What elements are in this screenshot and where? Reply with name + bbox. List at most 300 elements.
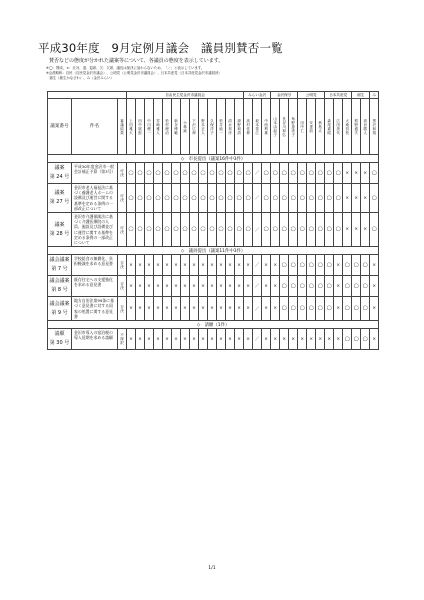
vote-cell: ◯ — [190, 184, 199, 213]
item-header: 件名 — [72, 99, 118, 155]
vote-cell: × — [235, 255, 244, 276]
vote-cell: ◯ — [289, 213, 298, 247]
vote-cell: × — [163, 255, 172, 276]
vote-cell: ◯ — [145, 213, 154, 247]
vote-cell: ◯ — [298, 276, 307, 297]
member-header-cell — [271, 99, 280, 155]
vote-cell: ◯ — [199, 184, 208, 213]
vote-cell: × — [172, 255, 181, 276]
member-name: 黒沢和規 — [372, 118, 376, 135]
bill-number: 第 7 号 — [51, 266, 68, 273]
bill-result: 否決 — [120, 282, 124, 291]
vote-cell: ◯ — [352, 255, 361, 276]
vote-cell: × — [307, 329, 316, 350]
member-name: 野本正人 — [201, 118, 205, 135]
bill-row — [48, 276, 379, 297]
member-header-cell — [316, 99, 325, 155]
vote-cell: × — [190, 276, 199, 297]
vote-cell: × — [136, 276, 145, 297]
vote-cell: ／ — [253, 255, 262, 276]
vote-cell: × — [199, 297, 208, 321]
vote-cell: ◯ — [307, 276, 316, 297]
vote-cell: ◯ — [190, 213, 199, 247]
member-header-cell — [127, 99, 136, 155]
vote-cell: ◯ — [199, 213, 208, 247]
faction-header: 金沢保守 — [271, 92, 298, 99]
section-row — [48, 321, 379, 329]
member-header-cell — [253, 99, 262, 155]
member-header-cell — [136, 99, 145, 155]
member-name: 田中展郎 — [138, 118, 142, 135]
vote-cell: ◯ — [361, 255, 370, 276]
bill-number: 第 8 号 — [51, 287, 68, 294]
member-header-cell — [370, 99, 379, 155]
vote-cell: × — [325, 329, 334, 350]
faction-header: 日本共産党 — [325, 92, 352, 99]
vote-cell: × — [316, 329, 325, 350]
note-line: ※会派略称：自民（自民党金沢市議会）、公明党（公明党金沢市議員会）、日本共産党（日本共産党金沢市議員団） — [46, 71, 222, 75]
vote-cell: ◯ — [145, 184, 154, 213]
group-header-row — [48, 92, 379, 99]
result-cell — [118, 276, 127, 297]
member-name: 新谷博範 — [174, 118, 178, 135]
vote-cell: ◯ — [289, 297, 298, 321]
bill-row — [48, 329, 379, 350]
result-cell — [118, 213, 127, 247]
vote-cell: × — [154, 329, 163, 350]
vote-cell: ／ — [253, 276, 262, 297]
vote-cell: ◯ — [280, 213, 289, 247]
vote-cell: × — [199, 276, 208, 297]
vote-cell: × — [208, 297, 217, 321]
vote-cell: ◯ — [352, 329, 361, 350]
vote-cell: × — [334, 297, 343, 321]
member-name: 坂本泰広 — [255, 118, 259, 135]
vote-cell: × — [343, 184, 352, 213]
vote-cell: ◯ — [244, 184, 253, 213]
vote-cell: × — [280, 329, 289, 350]
bill-number-cell — [48, 329, 72, 350]
bill-title: 金沢市老人福祉法に基づく養護老人ホームの設備及び運営に関する基準を定める条例の一部改正について — [72, 184, 118, 213]
member-name: 下沢広伸 — [192, 118, 196, 135]
vote-cell: × — [226, 297, 235, 321]
vote-cell: ◯ — [370, 213, 379, 247]
vote-cell: ◯ — [226, 213, 235, 247]
vote-cell: × — [172, 276, 181, 297]
vote-cell: ◯ — [280, 184, 289, 213]
vote-cell: × — [334, 255, 343, 276]
vote-cell: ◯ — [181, 213, 190, 247]
vote-cell: ◯ — [172, 184, 181, 213]
vote-cell: ◯ — [217, 213, 226, 247]
vote-cell: × — [154, 297, 163, 321]
vote-cell: ◯ — [334, 163, 343, 184]
vote-cell: ◯ — [271, 213, 280, 247]
vote-cell: ◯ — [316, 255, 325, 276]
vote-cell: ◯ — [199, 163, 208, 184]
vote-cell: × — [208, 329, 217, 350]
vote-cell: ◯ — [136, 213, 145, 247]
member-name: 高村佳伸 — [246, 118, 250, 135]
vote-cell: ◯ — [280, 163, 289, 184]
vote-cell: ◯ — [280, 255, 289, 276]
vote-cell: × — [217, 297, 226, 321]
member-name: 清水邦彦 — [228, 118, 232, 135]
member-header-cell — [181, 99, 190, 155]
vote-cell: × — [181, 329, 190, 350]
result-cell — [118, 329, 127, 350]
bill-title: 金沢市介護保険法に基づく介護医療院の人員、施設及び設備並びに運営に関する基準を定める条例の一部改正について — [72, 213, 118, 247]
vote-cell: ／ — [253, 297, 262, 321]
member-name: 森尾嘉昭 — [327, 118, 331, 135]
bill-number-header: 議案番号 — [48, 99, 72, 155]
bill-number: 第 27 号 — [49, 199, 70, 205]
vote-cell: × — [172, 329, 181, 350]
vote-cell: ◯ — [307, 297, 316, 321]
member-header-cell — [217, 99, 226, 155]
faction-header: 創生 — [352, 92, 370, 99]
vote-cell: ◯ — [226, 184, 235, 213]
vote-cell: × — [181, 276, 190, 297]
member-name: 小林誠 — [183, 120, 187, 133]
vote-cell: × — [235, 276, 244, 297]
note-line: ※◯：賛成、×：反対、退：退席、欠：欠席、議長は採決に加わらないため、「／」と表示しています。 — [46, 66, 205, 70]
member-header-cell — [190, 99, 199, 155]
vote-cell: × — [163, 297, 172, 321]
vote-cell: × — [190, 297, 199, 321]
faction-header: 公明党 — [298, 92, 325, 99]
vote-cell: × — [244, 329, 253, 350]
member-name: 田中仁 — [300, 120, 304, 133]
vote-cell: ／ — [253, 213, 262, 247]
vote-cell: × — [154, 255, 163, 276]
vote-cell: ◯ — [361, 297, 370, 321]
section-label: ◇ 議員提出（議案11件中3件） — [48, 247, 379, 255]
vote-cell: × — [361, 184, 370, 213]
vote-cell: × — [145, 255, 154, 276]
member-header-cell — [172, 99, 181, 155]
vote-cell: ◯ — [325, 213, 334, 247]
vote-cell: ◯ — [208, 213, 217, 247]
vote-cell: × — [298, 329, 307, 350]
bill-prefix: 議案 — [54, 165, 65, 171]
bill-prefix: 議案 — [54, 221, 65, 228]
vote-cell: ◯ — [262, 163, 271, 184]
member-name: 源野和清 — [237, 118, 241, 135]
vote-cell: ◯ — [163, 184, 172, 213]
vote-cell: ◯ — [154, 184, 163, 213]
vote-cell: × — [127, 255, 136, 276]
member-header-cell — [235, 99, 244, 155]
bill-number-cell — [48, 163, 72, 184]
bill-prefix: 請願 — [54, 331, 65, 338]
vote-cell: × — [262, 276, 271, 297]
vote-cell: × — [352, 184, 361, 213]
vote-cell: ◯ — [343, 255, 352, 276]
vote-cell: ◯ — [172, 163, 181, 184]
vote-cell: ◯ — [235, 163, 244, 184]
vote-cell: ◯ — [262, 213, 271, 247]
vote-cell: × — [190, 329, 199, 350]
bill-prefix: 議案 — [54, 190, 65, 196]
vote-cell: ◯ — [316, 163, 325, 184]
bill-number-cell — [48, 276, 72, 297]
vote-cell: × — [145, 297, 154, 321]
vote-cell: × — [136, 255, 145, 276]
vote-cell: ◯ — [172, 213, 181, 247]
bill-result: 否決 — [120, 304, 124, 313]
vote-cell: ◯ — [244, 163, 253, 184]
vote-cell: × — [181, 297, 190, 321]
vote-cell: ◯ — [307, 184, 316, 213]
vote-cell: ◯ — [316, 213, 325, 247]
vote-cell: × — [244, 255, 253, 276]
vote-cell: ◯ — [163, 213, 172, 247]
vote-cell: × — [235, 297, 244, 321]
member-header-cell — [262, 99, 271, 155]
bill-number: 第 9 号 — [51, 309, 68, 316]
vote-cell: × — [271, 276, 280, 297]
vote-cell: ◯ — [370, 163, 379, 184]
vote-cell: × — [208, 255, 217, 276]
vote-cell: × — [145, 276, 154, 297]
vote-cell: × — [361, 163, 370, 184]
member-header-cell — [244, 99, 253, 155]
member-name: 上田雅大 — [129, 118, 133, 135]
member-name: 広田美代 — [336, 118, 340, 135]
vote-cell: ◯ — [127, 163, 136, 184]
vote-cell: × — [217, 255, 226, 276]
vote-cell: × — [127, 329, 136, 350]
vote-cell: ◯ — [316, 276, 325, 297]
result-cell — [118, 297, 127, 321]
vote-cell: × — [370, 297, 379, 321]
vote-cell: × — [199, 255, 208, 276]
vote-cell: ◯ — [325, 276, 334, 297]
vote-cell: × — [235, 329, 244, 350]
result-header-cell — [118, 99, 127, 155]
bill-title: 学校給食の無償化、負担軽減を求める意見書 — [72, 255, 118, 276]
vote-cell: × — [244, 297, 253, 321]
vote-cell: × — [361, 213, 370, 247]
vote-cell: × — [271, 329, 280, 350]
vote-cell: ◯ — [289, 163, 298, 184]
vote-cell: × — [343, 213, 352, 247]
member-header-cell — [280, 99, 289, 155]
bill-result: 可決 — [120, 194, 124, 202]
member-name: 松井純一 — [219, 118, 223, 135]
member-name: 安達前 — [309, 120, 313, 133]
vote-cell: × — [181, 255, 190, 276]
member-header-cell — [208, 99, 217, 155]
page-number: 1/1 — [208, 566, 216, 571]
bill-title: 平成30年度金沢市一般会計補正予算（第3号） — [72, 163, 118, 184]
vote-cell: ◯ — [289, 255, 298, 276]
bill-row — [48, 213, 379, 247]
vote-cell: ／ — [253, 329, 262, 350]
vote-cell: × — [334, 329, 343, 350]
vote-cell: ◯ — [307, 255, 316, 276]
vote-cell: ◯ — [235, 184, 244, 213]
member-header-cell — [325, 99, 334, 155]
bill-result: 否決 — [120, 261, 124, 270]
member-name: 松村理治 — [165, 118, 169, 135]
vote-cell: × — [244, 276, 253, 297]
note-line: 創生（創生かなざわ）、み（金沢みらい） — [46, 76, 114, 80]
vote-cell: ◯ — [244, 213, 253, 247]
vote-cell: ◯ — [298, 184, 307, 213]
member-header-cell — [289, 99, 298, 155]
vote-cell: × — [262, 297, 271, 321]
bill-prefix: 議会議案 — [49, 300, 70, 307]
vote-cell: ◯ — [154, 213, 163, 247]
member-name: 秋島太 — [318, 120, 322, 133]
bill-number-cell — [48, 297, 72, 321]
bill-title: 既存住宅への支援強化を求める意見書 — [72, 276, 118, 297]
faction-header: みらい金沢 — [244, 92, 271, 99]
member-name: 久保洋子 — [210, 118, 214, 135]
vote-cell: ◯ — [271, 163, 280, 184]
vote-cell: × — [136, 297, 145, 321]
vote-cell: ◯ — [163, 163, 172, 184]
member-name: 角野恵美子 — [291, 116, 295, 137]
member-name: 宮崎雅人 — [156, 118, 160, 135]
bill-row — [48, 297, 379, 321]
vote-cell: ◯ — [145, 163, 154, 184]
vote-cell: × — [217, 276, 226, 297]
result-cell — [118, 184, 127, 213]
vote-cell: ◯ — [217, 163, 226, 184]
bill-result: 不採択 — [120, 333, 124, 346]
member-name: 大桑初枝 — [345, 118, 349, 135]
vote-cell: ◯ — [127, 213, 136, 247]
bill-result: 可決 — [120, 169, 124, 177]
vote-cell: ◯ — [316, 297, 325, 321]
vote-cell: × — [154, 276, 163, 297]
member-name: 熊野盛夫 — [354, 118, 358, 135]
vote-cell: ◯ — [136, 163, 145, 184]
vote-cell: × — [145, 329, 154, 350]
member-header-cell — [352, 99, 361, 155]
vote-cell: ◯ — [343, 297, 352, 321]
result-header: 審議結果 — [120, 118, 124, 135]
faction-header: み — [370, 92, 379, 99]
member-header-cell — [154, 99, 163, 155]
member-header-cell — [199, 99, 208, 155]
vote-cell: ◯ — [298, 163, 307, 184]
vote-cell: ◯ — [334, 213, 343, 247]
bill-number-cell — [48, 255, 72, 276]
bill-prefix: 議会議案 — [49, 257, 70, 264]
result-cell — [118, 255, 127, 276]
vote-cell: × — [343, 163, 352, 184]
vote-cell: ◯ — [226, 163, 235, 184]
vote-cell: ◯ — [316, 184, 325, 213]
vote-cell: ◯ — [361, 276, 370, 297]
faction-header: 自由民主党金沢市議員会 — [127, 92, 244, 99]
vote-cell: × — [370, 276, 379, 297]
bill-number: 第 24 号 — [49, 174, 70, 180]
vote-cell: ／ — [253, 163, 262, 184]
bill-number-cell — [48, 213, 72, 247]
bill-row — [48, 163, 379, 184]
vote-cell: × — [226, 329, 235, 350]
vote-cell: ◯ — [154, 163, 163, 184]
legend-notes — [46, 66, 222, 81]
vote-cell: ◯ — [298, 255, 307, 276]
vote-cell: × — [262, 329, 271, 350]
vote-cell: ◯ — [352, 297, 361, 321]
vote-cell: ◯ — [325, 297, 334, 321]
vote-cell: ◯ — [361, 329, 370, 350]
vote-cell: ◯ — [280, 297, 289, 321]
vote-cell: ◯ — [136, 184, 145, 213]
vote-cell: × — [262, 255, 271, 276]
vote-cell: ◯ — [307, 163, 316, 184]
member-name: 中西利雄 — [264, 118, 268, 135]
vote-cell: ◯ — [235, 213, 244, 247]
section-row — [48, 247, 379, 255]
vote-cell: × — [226, 276, 235, 297]
member-name: 長谷川和弘 — [282, 116, 286, 137]
page-title: 平成30年度 9月定例月議会 議員別賛否一覧 — [38, 41, 283, 55]
vote-cell: × — [271, 297, 280, 321]
member-name: 中川俊一 — [147, 118, 151, 135]
vote-cell: × — [199, 329, 208, 350]
member-header-row — [48, 99, 379, 155]
vote-cell: × — [136, 329, 145, 350]
vote-cell: ◯ — [325, 184, 334, 213]
member-header-cell — [343, 99, 352, 155]
bill-title: 地方自治法第99条に基づく意見書に対する国家の処置に関する意見書 — [72, 297, 118, 321]
vote-cell: ◯ — [217, 184, 226, 213]
bill-prefix: 議会議案 — [49, 278, 70, 285]
vote-cell: × — [190, 255, 199, 276]
member-header-cell — [361, 99, 370, 155]
result-cell — [118, 163, 127, 184]
vote-cell: × — [127, 276, 136, 297]
vote-cell: × — [127, 297, 136, 321]
vote-cell: ◯ — [289, 276, 298, 297]
vote-cell: ◯ — [334, 184, 343, 213]
vote-cell: × — [352, 163, 361, 184]
vote-cell: ◯ — [262, 184, 271, 213]
member-name: 高岩勝人 — [363, 118, 367, 135]
member-name: 山本由起子 — [273, 116, 277, 137]
section-label: ◇ 市長提出（議案16件中3件） — [48, 155, 379, 163]
group-header-spacer — [48, 92, 127, 99]
vote-cell: ◯ — [280, 276, 289, 297]
vote-cell: × — [172, 297, 181, 321]
member-header-cell — [298, 99, 307, 155]
vote-cell: × — [226, 255, 235, 276]
vote-cell: × — [208, 276, 217, 297]
vote-cell: ◯ — [208, 184, 217, 213]
vote-cell: ◯ — [352, 276, 361, 297]
vote-cell: × — [370, 329, 379, 350]
member-header-cell — [226, 99, 235, 155]
vote-cell: ◯ — [343, 276, 352, 297]
bill-number-cell — [48, 184, 72, 213]
vote-cell: ◯ — [370, 184, 379, 213]
page-subtitle: 賛否などの態度が分かれた議案等について、各議員の態度を表示しています。 — [49, 58, 224, 64]
vote-cell: ◯ — [298, 297, 307, 321]
vote-cell: ◯ — [343, 329, 352, 350]
vote-cell: × — [334, 276, 343, 297]
vote-cell: ◯ — [181, 184, 190, 213]
vote-cell: ◯ — [325, 255, 334, 276]
member-header-cell — [307, 99, 316, 155]
